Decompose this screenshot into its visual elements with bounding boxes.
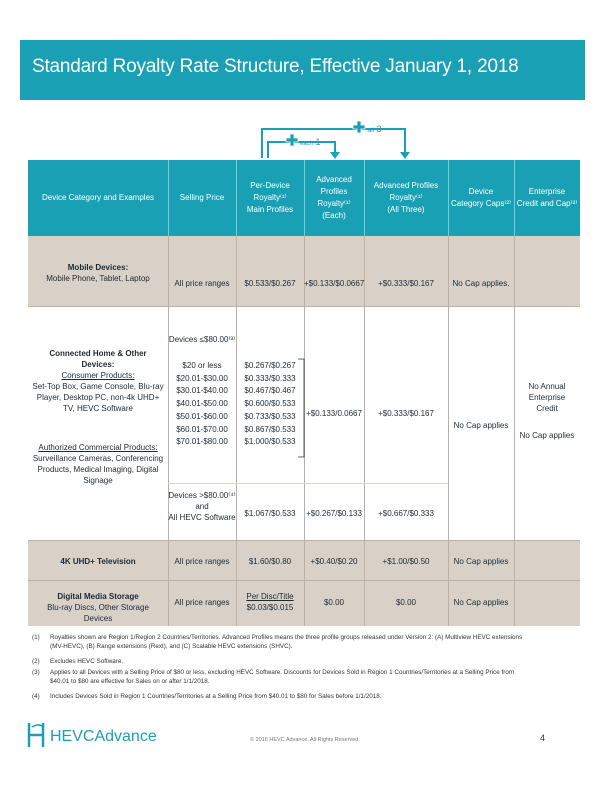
mobile-category xyxy=(34,262,162,284)
storage-all: $0.00 xyxy=(395,598,417,607)
each-num: 1 xyxy=(315,137,321,147)
footnote-number: (4) xyxy=(32,693,40,700)
tier-price-list xyxy=(170,360,234,449)
connected-all-gt80: +$0.667/$0.333 xyxy=(378,509,434,518)
header-perdevice: Per-Device Royalty⁽¹⁾ Main Profiles xyxy=(236,160,304,236)
tv4k-each: +$0.40/$0.20 xyxy=(310,557,358,566)
each-label xyxy=(300,137,321,147)
mobile-each: +$0.133/$0.0667 xyxy=(304,279,365,288)
footnote-text: Royalties shown are Region 1/Region 2 Countries/Territories. Advanced Profiles means the three profile groups released under Version 2: (A) Multiview HEVC extensions (MV-HEVC), (B) Range extensions (Rext), and (C) Scalable HEVC extensions (SHVC). xyxy=(50,634,523,650)
tier-royalty: $0.333/$0.333 xyxy=(244,373,296,383)
plus-icon xyxy=(353,121,365,133)
footnote-text: Applies to all Devices with a Selling Price of $80 or less, excluding HEVC Software. Discounts for Devices Sold in Region 1 Countries/Territories at a Selling Price from $40.01 to $80 are effective for Sales on or after 1/1/2018. xyxy=(50,669,515,685)
footnote-number: (2) xyxy=(32,658,40,665)
tv4k-price: All price ranges xyxy=(174,557,230,566)
mobile-price: All price ranges xyxy=(174,279,230,288)
footnote xyxy=(32,668,552,690)
tier-royalty-list xyxy=(238,360,302,449)
header-caps: Device Category Caps⁽²⁾ xyxy=(448,160,514,236)
footnote-number: (1) xyxy=(32,634,40,641)
tier-price: $20.01-$30.00 xyxy=(176,373,228,383)
page-title: Standard Royalty Rate Structure, Effective January 1, 2018 xyxy=(32,56,519,77)
tier-royalty: $0.467/$0.467 xyxy=(244,386,296,396)
mobile-examples: Mobile Phone, Tablet, Laptop xyxy=(46,274,150,283)
commercial-label: Authorized Commercial Products: xyxy=(38,443,158,452)
footnote xyxy=(32,657,552,667)
header-category: Device Category and Examples xyxy=(28,160,168,236)
consumer-list: Set-Top Box, Game Console, Blu-ray Player, Desktop PC, non-4k UHD+ TV, HEVC Software xyxy=(32,382,164,413)
hevc-logo-icon xyxy=(26,721,48,749)
plus-icon xyxy=(286,134,298,146)
tv4k-main: $1.60/$0.80 xyxy=(248,557,292,566)
storage-cap: No Cap applies xyxy=(453,598,509,607)
header-enterprise: Enterprise Credit and Cap⁽²⁾ xyxy=(514,160,580,236)
page-number: 4 xyxy=(540,733,546,743)
storage-title: Digital Media Storage xyxy=(57,592,139,601)
connected-each-gt80: +$0.267/$0.133 xyxy=(306,509,362,518)
tier-price: $50.01-$60.00 xyxy=(176,411,228,421)
copyright: © 2016 HEVC Advance. All Rights Reserved. xyxy=(250,737,360,743)
header-adv-each: Advanced Profiles Royalty⁽¹⁾ (Each) xyxy=(304,160,364,236)
storage-examples: Blu-ray Discs, Other Storage Devices xyxy=(47,603,149,623)
and-label: and xyxy=(195,502,209,511)
tier-royalty: $0.267/$0.267 xyxy=(244,361,296,370)
arrow-all xyxy=(262,129,405,158)
devices-gt80-group xyxy=(168,490,236,523)
arrow-all-head xyxy=(400,152,410,159)
footnote-text: Excludes HEVC Software. xyxy=(50,658,124,665)
tier-price: $30.01-$40.00 xyxy=(176,386,228,396)
devices-gt80-label: Devices >$80.00⁽⁴⁾ xyxy=(168,491,236,500)
tv4k-all: +$1.00/$0.50 xyxy=(382,557,430,566)
connected-each-le80: +$0.133/0.0667 xyxy=(306,409,362,418)
tier-price: $60.01-$70.00 xyxy=(176,424,228,434)
header-adv-all: Advanced Profiles Royalty⁽¹⁾ (All Three) xyxy=(364,160,448,236)
mobile-cap: No Cap applies. xyxy=(452,279,510,288)
storage-main xyxy=(236,591,304,613)
connected-title: Connected Home & Other Devices: xyxy=(49,349,147,369)
mobile-all: +$0.333/$0.167 xyxy=(378,279,434,288)
tier-price: $20 or less xyxy=(182,361,222,370)
footnote-text: Includes Devices Sold in Region 1 Countries/Territories at a Selling Price from $40.01 to $80 for Sales before 1/1/2018. xyxy=(50,693,382,700)
tv4k-cap: No Cap applies xyxy=(453,557,509,566)
tier-royalty: $0.600/$0.533 xyxy=(244,399,296,409)
devices-le80-label: Devices ≤$80.00⁽³⁾ xyxy=(168,335,236,344)
tv4k-title: 4K UHD+ Television xyxy=(60,557,136,566)
storage-each: $0.00 xyxy=(323,598,345,607)
tier-royalty: $1.000/$0.533 xyxy=(244,437,296,447)
header-price: Selling Price xyxy=(168,160,236,236)
all-software-label: All HEVC Software xyxy=(168,513,236,522)
enterprise-cap: No Cap applies xyxy=(519,431,575,440)
all-num: 3 xyxy=(376,124,382,134)
connected-category xyxy=(32,348,164,486)
storage-main-value: $0.03/$0.015 xyxy=(246,603,294,612)
tier-price: $40.01-$50.00 xyxy=(176,399,228,409)
mobile-main: $0.533/$0.267 xyxy=(244,279,296,288)
connected-all-le80: +$0.333/$0.167 xyxy=(378,409,434,418)
mobile-title: Mobile Devices: xyxy=(67,263,129,272)
footnote-number: (3) xyxy=(32,669,40,676)
hevc-logo-text: HEVCAdvance xyxy=(50,728,157,745)
enterprise-credit: No Annual Enterprise Credit xyxy=(528,382,566,413)
commercial-list: Surveillance Cameras, Conferencing Products, Medical Imaging, Digital Signage xyxy=(32,454,164,485)
each-text: each xyxy=(300,141,314,147)
consumer-label: Consumer Products: xyxy=(61,371,135,380)
storage-main-label: Per Disc/Title xyxy=(246,592,294,601)
footnote xyxy=(32,633,552,655)
storage-price: All price ranges xyxy=(174,598,230,607)
tier-price: $70.01-$80.00 xyxy=(176,437,228,447)
storage-category xyxy=(32,591,164,624)
tier-royalty: $0.733/$0.533 xyxy=(244,411,296,421)
connected-main-gt80: $1.067/$0.533 xyxy=(244,509,296,518)
tier-royalty: $0.867/$0.533 xyxy=(244,424,296,434)
arrow-each-head xyxy=(330,152,340,159)
all-text: all xyxy=(368,128,375,134)
title-banner xyxy=(20,40,585,100)
connected-cap: No Cap applies xyxy=(453,421,509,430)
footnote xyxy=(32,692,552,702)
all-label xyxy=(368,124,382,134)
